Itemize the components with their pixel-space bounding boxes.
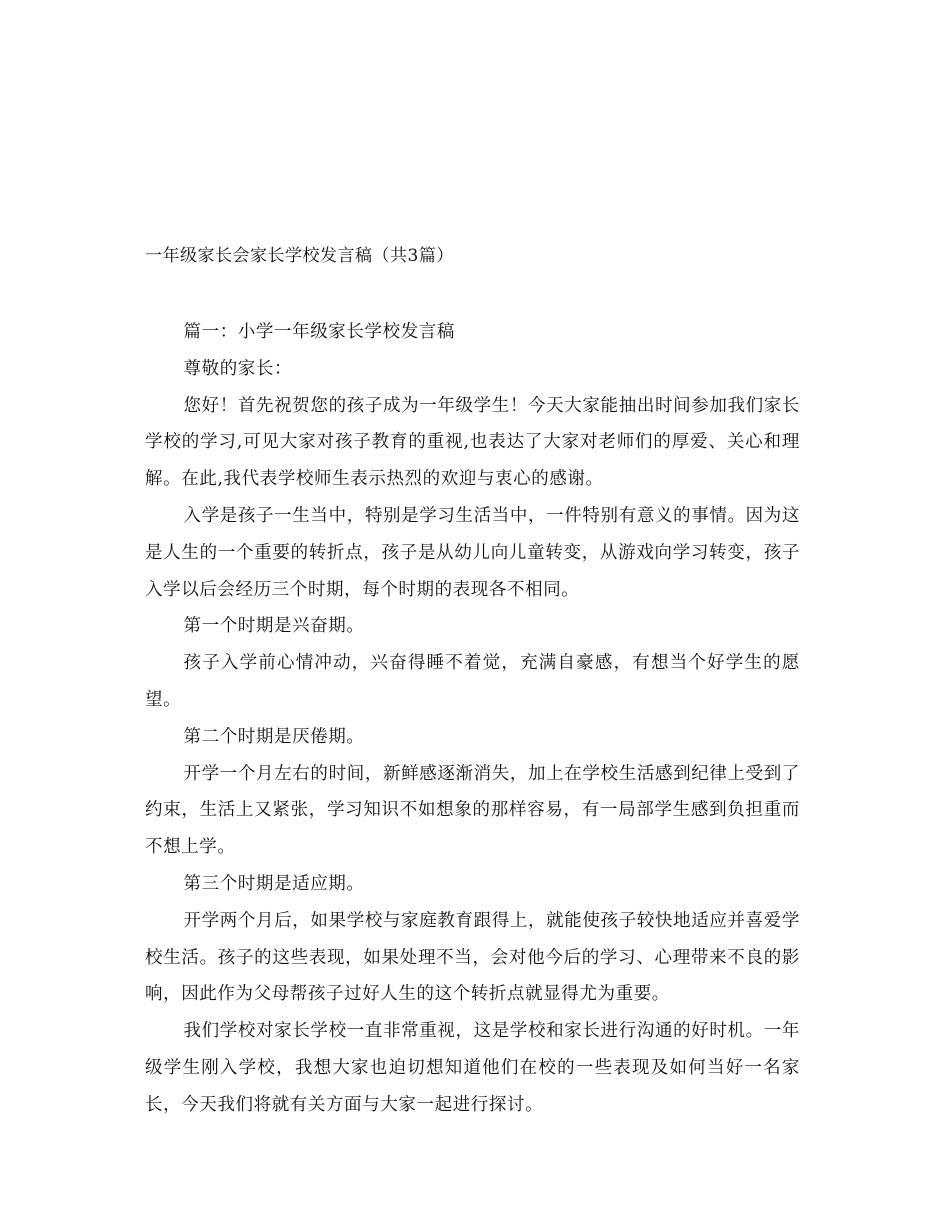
salutation: 尊敬的家长： xyxy=(183,358,293,379)
paragraph: 入学是孩子一生当中，特别是学习生活当中，一件特别有意义的事情。因为这是人生的一个重要的转折点，孩子是从幼儿向儿童转变，从游戏向学习转变，孩子入学以后会经历三个时期，每个时期的表现各不相同。 xyxy=(145,505,800,600)
paragraph: 开学两个月后，如果学校与家庭教育跟得上，就能使孩子较快地适应并喜爱学校生活。孩子的这些表现，如果处理不当，会对他今后的学习、心理带来不良的影响，因此作为父母帮孩子过好人生的这个转折点就显得尤为重要。 xyxy=(145,910,800,1005)
paragraph: 我们学校对家长学校一直非常重视，这是学校和家长进行沟通的好时机。一年级学生刚入学校，我想大家也迫切想知道他们在校的一些表现及如何当好一名家长，今天我们将就有关方面与大家一起进行探讨。 xyxy=(145,1021,800,1115)
period-heading: 第三个时期是适应期。 xyxy=(183,873,365,894)
section-heading: 篇一：小学一年级家长学校发言稿 xyxy=(183,322,455,342)
document-body xyxy=(145,314,800,1124)
period-heading: 第一个时期是兴奋期。 xyxy=(183,616,365,637)
period-heading: 第二个时期是厌倦期。 xyxy=(183,726,365,747)
document-title: 一年级家长会家长学校发言稿（共3篇） xyxy=(145,246,454,266)
paragraph: 开学一个月左右的时间，新鲜感逐渐消失，加上在学校生活感到纪律上受到了约束，生活上又紧张，学习知识不如想象的那样容易，有一局部学生感到负担重而不想上学。 xyxy=(145,763,800,858)
paragraph: 您好！首先祝贺您的孩子成为一年级学生！今天大家能抽出时间参加我们家长学校的学习,可见大家对孩子教育的重视,也表达了大家对老师们的厚爱、关心和理解。在此,我代表学校师生表示热烈的欢迎与衷心的感谢。 xyxy=(145,395,800,490)
paragraph: 孩子入学前心情冲动，兴奋得睡不着觉，充满自豪感，有想当个好学生的愿望。 xyxy=(145,653,800,710)
